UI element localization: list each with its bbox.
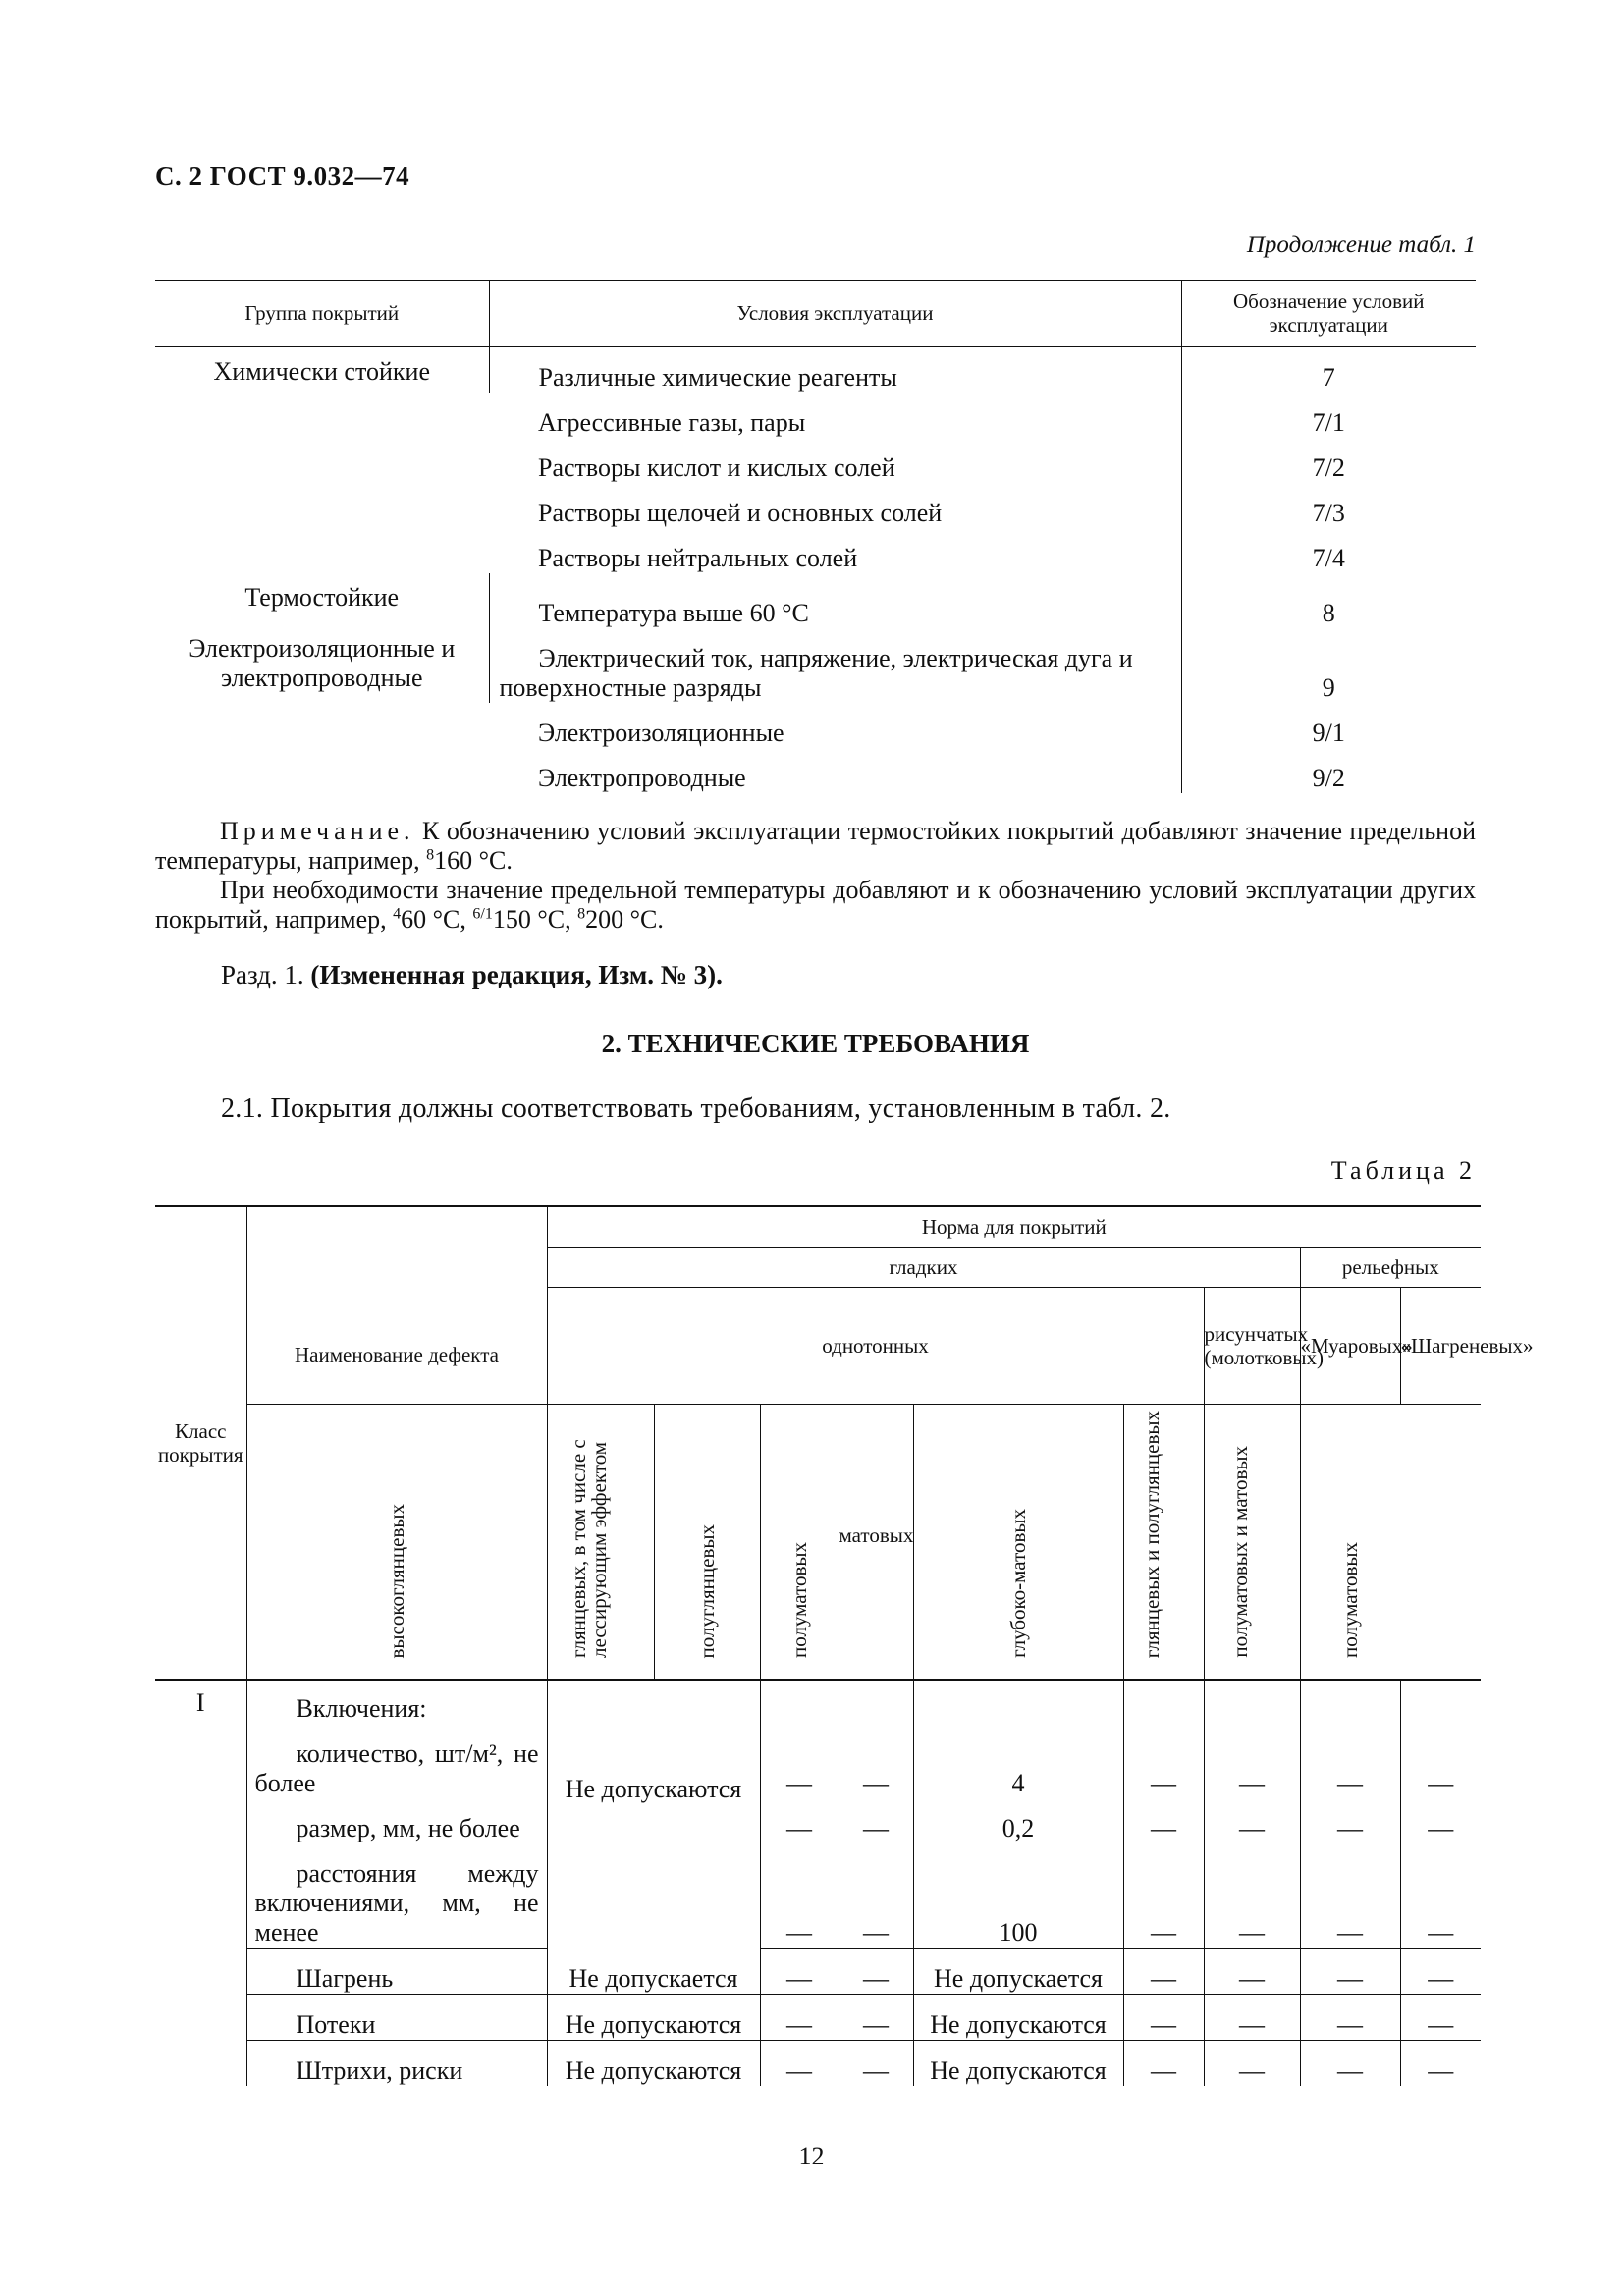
t2-dash: — bbox=[839, 2041, 913, 2087]
t2-header-smooth: гладких bbox=[547, 1248, 1300, 1288]
table-row bbox=[155, 1724, 1481, 1798]
t2-defect: размер, мм, не более bbox=[246, 1798, 547, 1843]
t2-dash: — bbox=[1204, 1843, 1300, 1949]
t1-designation: 7 bbox=[1181, 347, 1476, 393]
table-row bbox=[155, 347, 1476, 393]
t2-dash: — bbox=[760, 1995, 839, 2041]
t2-value: Не допускается bbox=[547, 1949, 760, 1995]
t1-condition: Температура выше 60 °С bbox=[489, 573, 1181, 628]
t2-header-monotone: однотонных bbox=[547, 1288, 1204, 1405]
t1-condition: Растворы щелочей и основных солей bbox=[538, 499, 943, 527]
t2-defect: расстояния между включениями, мм, не менее bbox=[246, 1843, 547, 1949]
t2-dash: — bbox=[1300, 2041, 1400, 2087]
section-title: 2. ТЕХНИЧЕСКИЕ ТРЕБОВАНИЯ bbox=[601, 1029, 1030, 1058]
t2-dash: — bbox=[839, 1995, 913, 2041]
t2-dash: — bbox=[839, 1798, 913, 1843]
t2-sub-deep-matte: глубоко-матовых bbox=[913, 1405, 1123, 1681]
table-row bbox=[155, 628, 1476, 703]
table-row bbox=[155, 1798, 1481, 1843]
t1-designation: 7/2 bbox=[1181, 438, 1476, 483]
note-paragraph-2 bbox=[155, 876, 1476, 934]
t2-sub-gloss-semigloss: глянцевых и полуглянцевых bbox=[1123, 1405, 1204, 1681]
table-2 bbox=[155, 1205, 1534, 2086]
t2-defect: количество, шт/м², не более bbox=[246, 1724, 547, 1798]
t2-dash: — bbox=[1204, 1798, 1300, 1843]
t2-dash: — bbox=[1400, 1843, 1481, 1949]
t2-dash: — bbox=[1300, 1843, 1400, 1949]
table-row bbox=[155, 1680, 1481, 1724]
t2-header-shagreen: «Шагреневых» bbox=[1400, 1288, 1481, 1405]
note-label: Примечание. bbox=[220, 817, 415, 845]
note-text-2: При необходимости значение предельной температуры добавляют и к обозначению условий эксплуатации других покрытий, например, bbox=[155, 876, 1476, 934]
t2-dash: — bbox=[1300, 1995, 1400, 2041]
t2-dash: — bbox=[1123, 1724, 1204, 1798]
t2-dash: — bbox=[760, 1798, 839, 1843]
t1-designation: 7/1 bbox=[1181, 393, 1476, 438]
t2-dash: — bbox=[839, 1949, 913, 1995]
t2-header-class: Класс покрытия bbox=[155, 1206, 246, 1680]
t2-sub-semimatte-matte: полуматовых и матовых bbox=[1204, 1405, 1300, 1681]
note-example: 150 °С, bbox=[492, 905, 571, 934]
t1-designation: 8 bbox=[1181, 573, 1476, 628]
t1-condition: Электроизоляционные bbox=[538, 719, 784, 747]
t2-value: Не допускаются bbox=[913, 1995, 1123, 2041]
t2-sub-matte: матовых bbox=[839, 1405, 913, 1681]
t2-dash: — bbox=[760, 1843, 839, 1949]
t2-dash: — bbox=[1300, 1949, 1400, 1995]
t1-condition: Растворы кислот и кислых солей bbox=[538, 454, 895, 482]
t2-dash: — bbox=[1300, 1724, 1400, 1798]
table-row bbox=[155, 1995, 1481, 2041]
t2-header-defect: Наименование дефекта bbox=[246, 1206, 547, 1405]
note-example: 160 °С. bbox=[434, 846, 513, 875]
t2-dash: — bbox=[1300, 1798, 1400, 1843]
t2-value: 100 bbox=[913, 1843, 1123, 1949]
t2-value: Не допускается bbox=[913, 1949, 1123, 1995]
t2-header-moire: «Муаровых» bbox=[1300, 1288, 1400, 1405]
t2-dash: — bbox=[1123, 1843, 1204, 1949]
paragraph-2-1: 2.1. Покрытия должны соответствовать требованиям, установленным в табл. 2. bbox=[221, 1094, 1171, 1124]
section-reference: Разд. 1. (Измененная редакция, Изм. № 3). bbox=[221, 960, 723, 989]
t2-defect: Штрихи, риски bbox=[246, 2041, 547, 2087]
table-row bbox=[155, 1843, 1481, 1949]
t2-value: 4 bbox=[913, 1724, 1123, 1798]
t2-sub-semi-gloss: полуглянцевых bbox=[654, 1405, 760, 1681]
note-sup: 6/1 bbox=[472, 905, 493, 923]
note-example: 200 °С. bbox=[585, 905, 664, 934]
t2-sub-high-gloss: высокоглянцевых bbox=[246, 1405, 547, 1681]
table-row bbox=[155, 1949, 1481, 1995]
t2-value: Не допускаются bbox=[547, 2041, 760, 2087]
t1-group: Химически стойкие bbox=[213, 357, 430, 386]
note-example: 60 °С, bbox=[401, 905, 466, 934]
t1-group: Термостойкие bbox=[244, 583, 400, 612]
table-1 bbox=[155, 280, 1476, 793]
t2-header-patterned: рисунчатых (молотковых) bbox=[1204, 1288, 1300, 1405]
t1-header-designation: Обозначение условий эксплуатации bbox=[1181, 281, 1476, 347]
t2-dash: — bbox=[760, 1949, 839, 1995]
t1-condition: Электропроводные bbox=[538, 764, 746, 792]
t2-dash: — bbox=[1204, 1995, 1300, 2041]
t1-header-group: Группа покрытий bbox=[155, 281, 489, 347]
t2-dash: — bbox=[839, 1843, 913, 1949]
note-text-1: К обозначению условий эксплуатации термостойких покрытий добавляют значение предельной температуры, например, bbox=[155, 817, 1476, 875]
t2-sub-gloss: глянцевых, в том числе с лессирующим эффектом bbox=[547, 1405, 654, 1681]
t2-dash: — bbox=[1400, 1724, 1481, 1798]
page-header: С. 2 ГОСТ 9.032—74 bbox=[155, 161, 410, 190]
t2-dash: — bbox=[760, 2041, 839, 2087]
t1-designation: 9 bbox=[1181, 628, 1476, 703]
note-paragraph-1 bbox=[155, 817, 1476, 876]
note-sup: 4 bbox=[393, 905, 402, 923]
t2-dash: — bbox=[1123, 1995, 1204, 2041]
t2-class: I bbox=[155, 1680, 246, 1995]
t2-header-norm: Норма для покрытий bbox=[547, 1206, 1481, 1248]
t2-header-relief: рельефных bbox=[1300, 1248, 1481, 1288]
t2-dash: — bbox=[1123, 1798, 1204, 1843]
t2-dash: — bbox=[1123, 2041, 1204, 2087]
t1-designation: 7/4 bbox=[1181, 528, 1476, 573]
t1-designation: 9/1 bbox=[1181, 703, 1476, 748]
t2-dash: — bbox=[1400, 1798, 1481, 1843]
t2-value: Не допускаются bbox=[547, 1995, 760, 2041]
t1-condition: Различные химические реагенты bbox=[489, 347, 1181, 393]
table-2-label: Таблица 2 bbox=[1330, 1156, 1476, 1185]
page-number: 12 bbox=[798, 2142, 825, 2170]
t2-defect: Потеки bbox=[246, 1995, 547, 2041]
t2-sub-semimatte-shagreen: полуматовых bbox=[1300, 1405, 1400, 1681]
note-sup: 8 bbox=[577, 905, 586, 923]
t2-dash: — bbox=[1400, 1995, 1481, 2041]
t1-header-conditions: Условия эксплуатации bbox=[489, 281, 1181, 347]
t2-dash: — bbox=[1204, 1949, 1300, 1995]
t2-value: Не допускаются bbox=[547, 1680, 760, 1949]
t2-dash: — bbox=[1400, 1949, 1481, 1995]
t2-dash: — bbox=[1123, 1949, 1204, 1995]
table-row bbox=[155, 2041, 1481, 2087]
t1-group: Электроизоляционные и электропроводные bbox=[189, 634, 456, 692]
t2-dash: — bbox=[1204, 2041, 1300, 2087]
t2-sub-semi-matte: полуматовых bbox=[760, 1405, 839, 1681]
t2-value: 0,2 bbox=[913, 1798, 1123, 1843]
t1-condition: Растворы нейтральных солей bbox=[538, 544, 858, 572]
t2-defect: Включения: bbox=[246, 1680, 547, 1724]
t2-value: Не допускаются bbox=[913, 2041, 1123, 2087]
t2-dash: — bbox=[1204, 1724, 1300, 1798]
t2-dash: — bbox=[760, 1724, 839, 1798]
t2-dash: — bbox=[839, 1724, 913, 1798]
t1-designation: 9/2 bbox=[1181, 748, 1476, 793]
t1-designation: 7/3 bbox=[1181, 483, 1476, 528]
t1-condition: Электрический ток, напряжение, электрическая дуга и поверхностные разряды bbox=[489, 628, 1181, 703]
note-sup: 8 bbox=[426, 846, 435, 864]
t2-defect: Шагрень bbox=[246, 1949, 547, 1995]
table-row bbox=[155, 573, 1476, 628]
t2-dash: — bbox=[1400, 2041, 1481, 2087]
t1-condition: Агрессивные газы, пары bbox=[538, 408, 806, 437]
table-continuation-label: Продолжение табл. 1 bbox=[1246, 232, 1476, 258]
